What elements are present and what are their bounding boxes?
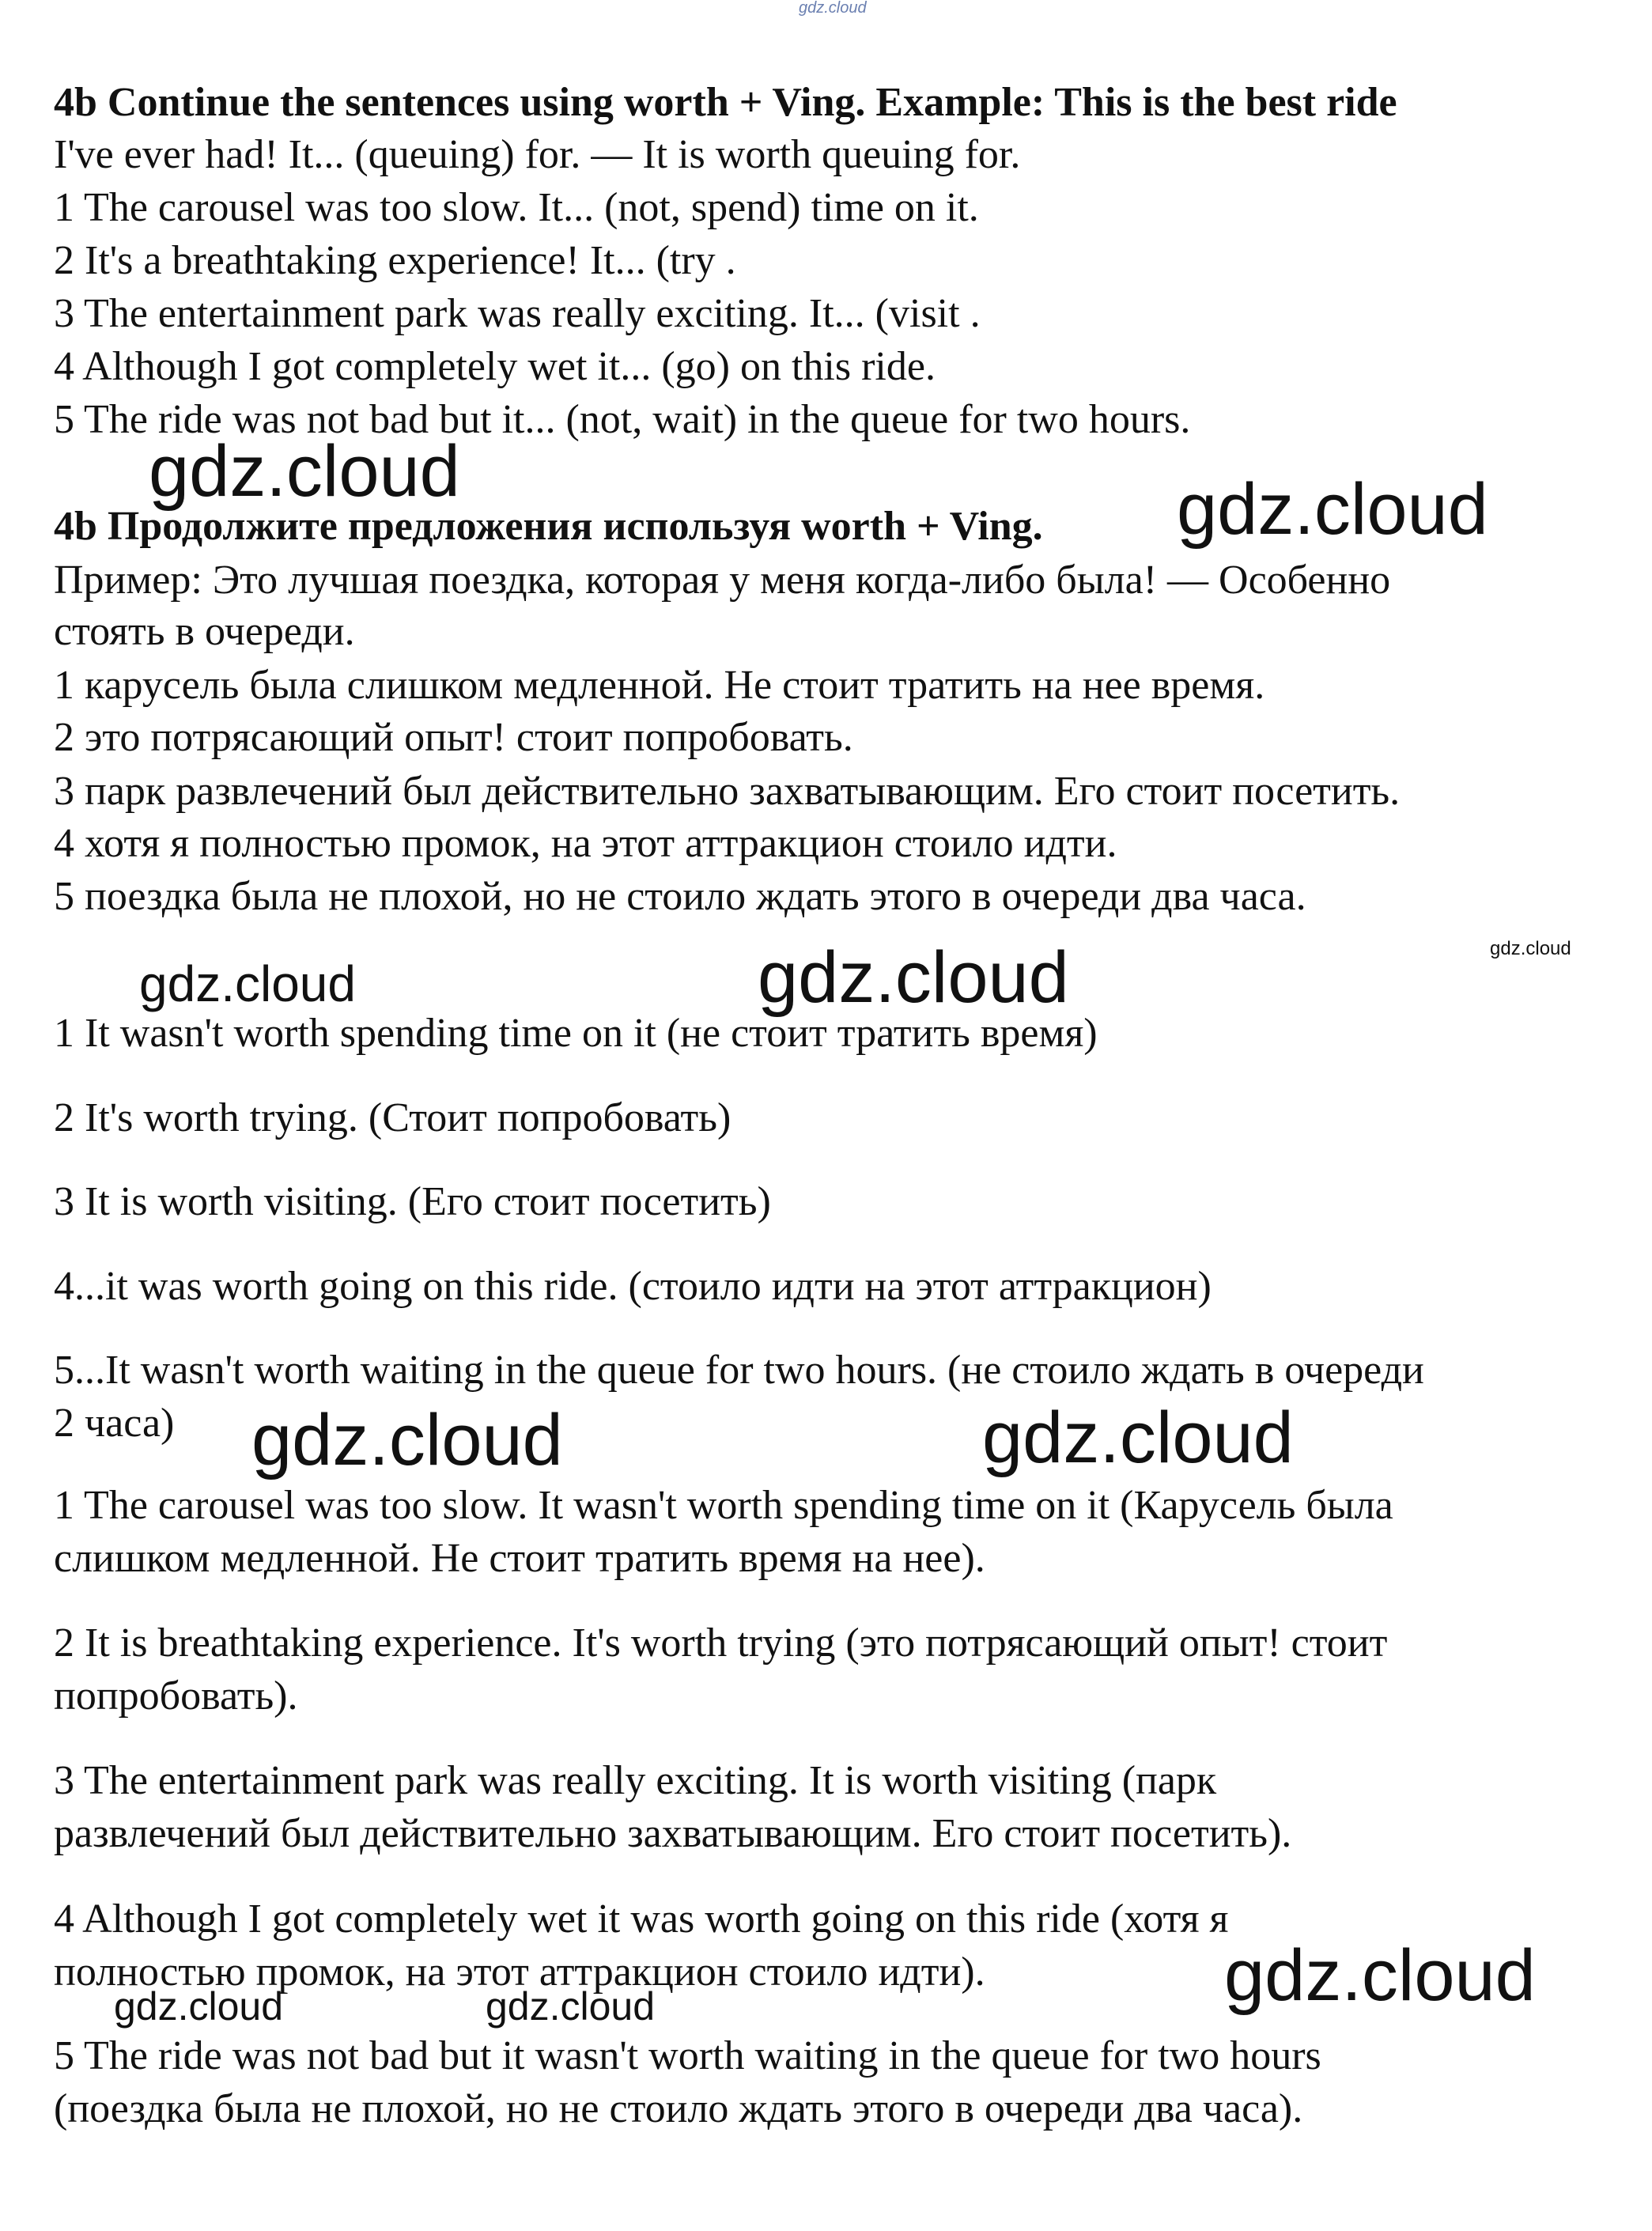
- watermark-small: gdz.cloud: [1490, 938, 1571, 959]
- task-en-line: 4 Although I got completely wet it... (go) on this ride.: [54, 344, 936, 389]
- answer-short: 1 It wasn't worth spending time on it (не стоит тратить время): [54, 1011, 1098, 1056]
- watermark: gdz.cloud: [114, 1984, 284, 2029]
- task-ru-line: Пример: Это лучшая поездка, которая у меня когда-либо была! — Особенно: [54, 558, 1391, 603]
- answer-full: слишком медленной. Не стоит тратить время на нее).: [54, 1536, 985, 1581]
- answer-full: (поездка была не плохой, но не стоило ждать этого в очереди два часа).: [54, 2086, 1303, 2131]
- answer-full: 5 The ride was not bad but it wasn't worth waiting in the queue for two hours: [54, 2033, 1321, 2078]
- answer-short: 3 It is worth visiting. (Его стоит посетить): [54, 1179, 771, 1224]
- task-en-line: 3 The entertainment park was really exciting. It... (visit .: [54, 291, 981, 336]
- task-ru-line: 2 это потрясающий опыт! стоит попробовать.: [54, 715, 853, 760]
- watermark: gdz.cloud: [982, 1397, 1294, 1478]
- answer-short: 5...It wasn't worth waiting in the queue for two hours. (не стоило ждать в очереди: [54, 1348, 1424, 1393]
- answer-full: 3 The entertainment park was really exciting. It is worth visiting (парк: [54, 1758, 1217, 1803]
- watermark: gdz.cloud: [1177, 469, 1488, 550]
- watermark: gdz.cloud: [758, 937, 1069, 1018]
- task-en-heading: 4b Continue the sentences using worth + Ving. Example: This is the best ride: [54, 80, 1397, 125]
- task-en-line: 1 The carousel was too slow. It... (not, spend) time on it.: [54, 185, 979, 230]
- task-en-line: 2 It's a breathtaking experience! It... (try .: [54, 238, 736, 283]
- task-ru-line: 3 парк развлечений был действительно захватывающим. Его стоит посетить.: [54, 769, 1401, 814]
- answer-full: полностью промок, на этот аттракцион стоило идти).: [54, 1949, 985, 1995]
- task-ru-heading: 4b Продолжите предложения используя worth + Ving.: [54, 504, 1043, 549]
- task-en-line: I've ever had! It... (queuing) for. — It is worth queuing for.: [54, 132, 1021, 177]
- answer-short: 2 It's worth trying. (Стоит попробовать): [54, 1095, 731, 1140]
- answer-full: 4 Although I got completely wet it was worth going on this ride (хотя я: [54, 1896, 1229, 1942]
- watermark: gdz.cloud: [139, 955, 356, 1012]
- task-ru-line: 5 поездка была не плохой, но не стоило ждать этого в очереди два часа.: [54, 874, 1306, 919]
- task-ru-line: 4 хотя я полностью промок, на этот аттракцион стоило идти.: [54, 821, 1117, 866]
- answer-full: попробовать).: [54, 1673, 298, 1719]
- task-ru-line: 1 карусель была слишком медленной. Не стоит тратить на нее время.: [54, 663, 1265, 708]
- watermark: gdz.cloud: [486, 1984, 656, 2029]
- watermark: gdz.cloud: [149, 431, 460, 512]
- task-en-line: 5 The ride was not bad but it... (not, wait) in the queue for two hours.: [54, 397, 1191, 442]
- answer-full: развлечений был действительно захватывающим. Его стоит посетить).: [54, 1811, 1292, 1856]
- watermark: gdz.cloud: [1224, 1935, 1536, 2016]
- watermark: gdz.cloud: [251, 1400, 563, 1480]
- answer-full: 2 It is breathtaking experience. It's worth trying (это потрясающий опыт! стоит: [54, 1620, 1388, 1666]
- answer-short: 2 часа): [54, 1401, 175, 1446]
- answer-short: 4...it was worth going on this ride. (стоило идти на этот аттракцион): [54, 1264, 1212, 1309]
- watermark-top: gdz.cloud: [799, 0, 867, 17]
- answer-full: 1 The carousel was too slow. It wasn't worth spending time on it (Карусель была: [54, 1483, 1393, 1528]
- task-ru-line: стоять в очереди.: [54, 609, 355, 654]
